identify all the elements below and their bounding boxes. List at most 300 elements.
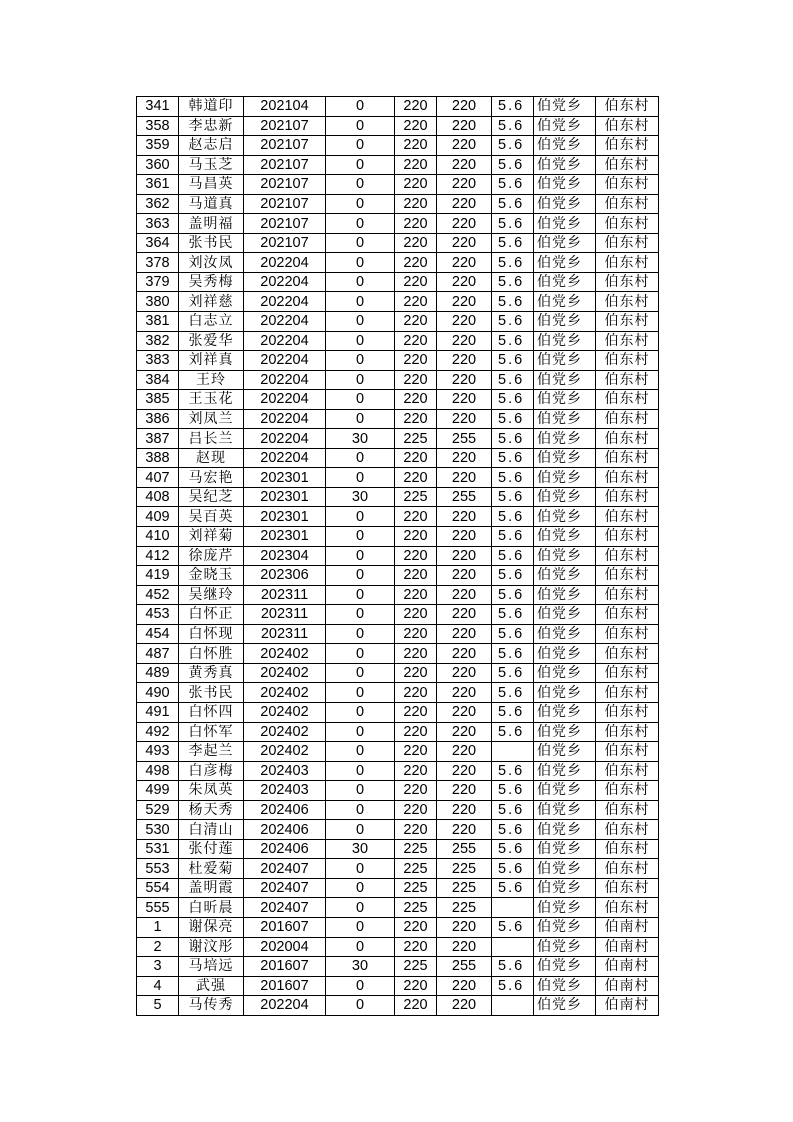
cell-serial-number: 363	[137, 214, 179, 234]
cell-name: 吴纪芝	[179, 487, 244, 507]
cell-amount-total: 220	[437, 722, 492, 742]
cell-name: 杨天秀	[179, 800, 244, 820]
cell-amount-b: 220	[395, 116, 437, 136]
table-row	[137, 976, 659, 996]
cell-township: 伯党乡	[534, 448, 596, 468]
cell-village: 伯东村	[596, 390, 659, 410]
cell-name: 赵现	[179, 448, 244, 468]
cell-township: 伯党乡	[534, 527, 596, 547]
cell-village: 伯东村	[596, 820, 659, 840]
cell-amount-a: 0	[326, 116, 395, 136]
cell-year-month: 202104	[244, 97, 326, 117]
cell-village: 伯东村	[596, 116, 659, 136]
cell-rate: 5.6	[492, 253, 534, 273]
cell-amount-b: 220	[395, 702, 437, 722]
cell-year-month: 202311	[244, 605, 326, 625]
cell-amount-a: 30	[326, 429, 395, 449]
cell-serial-number: 4	[137, 976, 179, 996]
cell-amount-b: 225	[395, 839, 437, 859]
cell-rate: 5.6	[492, 175, 534, 195]
cell-serial-number: 359	[137, 136, 179, 156]
cell-amount-total: 220	[437, 781, 492, 801]
cell-rate: 5.6	[492, 233, 534, 253]
cell-amount-total: 220	[437, 331, 492, 351]
cell-amount-b: 220	[395, 507, 437, 527]
cell-rate	[492, 742, 534, 762]
cell-name: 武强	[179, 976, 244, 996]
cell-amount-b: 220	[395, 976, 437, 996]
cell-year-month: 202406	[244, 839, 326, 859]
cell-serial-number: 553	[137, 859, 179, 879]
cell-year-month: 202204	[244, 390, 326, 410]
cell-serial-number: 364	[137, 233, 179, 253]
cell-township: 伯党乡	[534, 468, 596, 488]
cell-amount-b: 220	[395, 781, 437, 801]
cell-amount-b: 220	[395, 820, 437, 840]
data-table	[136, 96, 659, 1016]
cell-village: 伯东村	[596, 253, 659, 273]
table-row	[137, 878, 659, 898]
cell-amount-b: 220	[395, 527, 437, 547]
cell-amount-total: 220	[437, 155, 492, 175]
cell-amount-a: 0	[326, 898, 395, 918]
table-row	[137, 175, 659, 195]
cell-amount-a: 0	[326, 97, 395, 117]
table-row	[137, 331, 659, 351]
cell-year-month: 202402	[244, 702, 326, 722]
table-row	[137, 487, 659, 507]
table-row	[137, 370, 659, 390]
cell-name: 张书民	[179, 233, 244, 253]
cell-amount-total: 220	[437, 233, 492, 253]
table-row	[137, 527, 659, 547]
cell-year-month: 202107	[244, 175, 326, 195]
cell-township: 伯党乡	[534, 859, 596, 879]
cell-amount-total: 220	[437, 917, 492, 937]
cell-amount-total: 225	[437, 878, 492, 898]
cell-amount-total: 220	[437, 390, 492, 410]
cell-amount-b: 220	[395, 468, 437, 488]
cell-township: 伯党乡	[534, 155, 596, 175]
cell-name: 白怀军	[179, 722, 244, 742]
cell-year-month: 202301	[244, 527, 326, 547]
cell-name: 盖明霞	[179, 878, 244, 898]
cell-township: 伯党乡	[534, 233, 596, 253]
cell-amount-b: 220	[395, 996, 437, 1016]
cell-serial-number: 499	[137, 781, 179, 801]
cell-rate: 5.6	[492, 722, 534, 742]
cell-name: 朱凤英	[179, 781, 244, 801]
cell-name: 白清山	[179, 820, 244, 840]
cell-serial-number: 388	[137, 448, 179, 468]
cell-serial-number: 498	[137, 761, 179, 781]
table-row	[137, 136, 659, 156]
cell-name: 刘凤兰	[179, 409, 244, 429]
cell-rate: 5.6	[492, 976, 534, 996]
table-row	[137, 624, 659, 644]
cell-year-month: 202311	[244, 585, 326, 605]
cell-amount-b: 220	[395, 214, 437, 234]
cell-township: 伯党乡	[534, 272, 596, 292]
table-row	[137, 585, 659, 605]
cell-name: 徐庞芹	[179, 546, 244, 566]
cell-serial-number: 555	[137, 898, 179, 918]
cell-year-month: 202402	[244, 644, 326, 664]
cell-village: 伯南村	[596, 917, 659, 937]
cell-year-month: 202004	[244, 937, 326, 957]
cell-township: 伯党乡	[534, 546, 596, 566]
cell-village: 伯东村	[596, 507, 659, 527]
cell-township: 伯党乡	[534, 175, 596, 195]
cell-year-month: 202301	[244, 487, 326, 507]
cell-village: 伯东村	[596, 233, 659, 253]
cell-township: 伯党乡	[534, 292, 596, 312]
cell-name: 白彦梅	[179, 761, 244, 781]
cell-name: 黄秀真	[179, 663, 244, 683]
cell-amount-a: 0	[326, 331, 395, 351]
cell-rate: 5.6	[492, 194, 534, 214]
cell-township: 伯党乡	[534, 644, 596, 664]
cell-amount-b: 220	[395, 585, 437, 605]
cell-serial-number: 382	[137, 331, 179, 351]
cell-amount-b: 225	[395, 429, 437, 449]
cell-year-month: 202107	[244, 194, 326, 214]
cell-serial-number: 341	[137, 97, 179, 117]
cell-amount-b: 220	[395, 351, 437, 371]
cell-amount-total: 220	[437, 527, 492, 547]
cell-township: 伯党乡	[534, 996, 596, 1016]
table-row	[137, 605, 659, 625]
cell-amount-b: 220	[395, 370, 437, 390]
table-row	[137, 97, 659, 117]
cell-amount-b: 220	[395, 331, 437, 351]
cell-name: 马传秀	[179, 996, 244, 1016]
cell-rate: 5.6	[492, 331, 534, 351]
cell-township: 伯党乡	[534, 722, 596, 742]
cell-township: 伯党乡	[534, 370, 596, 390]
cell-amount-a: 0	[326, 175, 395, 195]
cell-village: 伯东村	[596, 272, 659, 292]
cell-village: 伯东村	[596, 839, 659, 859]
cell-serial-number: 419	[137, 566, 179, 586]
cell-rate: 5.6	[492, 507, 534, 527]
cell-serial-number: 452	[137, 585, 179, 605]
cell-name: 白怀四	[179, 702, 244, 722]
cell-name: 马玉芝	[179, 155, 244, 175]
cell-amount-total: 220	[437, 546, 492, 566]
cell-amount-b: 220	[395, 663, 437, 683]
cell-amount-total: 220	[437, 761, 492, 781]
cell-year-month: 202204	[244, 351, 326, 371]
cell-name: 王玲	[179, 370, 244, 390]
cell-year-month: 202407	[244, 859, 326, 879]
cell-rate: 5.6	[492, 468, 534, 488]
cell-amount-total: 220	[437, 312, 492, 332]
cell-amount-a: 0	[326, 507, 395, 527]
cell-amount-a: 0	[326, 663, 395, 683]
table-row	[137, 429, 659, 449]
cell-serial-number: 407	[137, 468, 179, 488]
cell-rate: 5.6	[492, 390, 534, 410]
cell-amount-a: 0	[326, 996, 395, 1016]
cell-amount-a: 30	[326, 839, 395, 859]
cell-village: 伯东村	[596, 644, 659, 664]
cell-amount-a: 0	[326, 566, 395, 586]
cell-name: 刘祥菊	[179, 527, 244, 547]
cell-village: 伯东村	[596, 546, 659, 566]
cell-township: 伯党乡	[534, 566, 596, 586]
cell-amount-a: 0	[326, 859, 395, 879]
cell-rate: 5.6	[492, 839, 534, 859]
cell-year-month: 202204	[244, 331, 326, 351]
cell-serial-number: 361	[137, 175, 179, 195]
cell-year-month: 202403	[244, 781, 326, 801]
cell-name: 白怀胜	[179, 644, 244, 664]
cell-name: 白怀现	[179, 624, 244, 644]
cell-serial-number: 3	[137, 957, 179, 977]
cell-township: 伯党乡	[534, 742, 596, 762]
cell-township: 伯党乡	[534, 409, 596, 429]
cell-township: 伯党乡	[534, 214, 596, 234]
table-row	[137, 839, 659, 859]
cell-village: 伯东村	[596, 781, 659, 801]
cell-amount-a: 0	[326, 585, 395, 605]
cell-amount-b: 220	[395, 917, 437, 937]
cell-rate: 5.6	[492, 351, 534, 371]
cell-amount-a: 0	[326, 761, 395, 781]
cell-amount-b: 225	[395, 878, 437, 898]
cell-rate: 5.6	[492, 312, 534, 332]
cell-village: 伯东村	[596, 370, 659, 390]
cell-rate: 5.6	[492, 800, 534, 820]
cell-township: 伯党乡	[534, 331, 596, 351]
cell-amount-total: 220	[437, 292, 492, 312]
cell-amount-total: 220	[437, 351, 492, 371]
cell-amount-total: 220	[437, 566, 492, 586]
cell-amount-b: 220	[395, 605, 437, 625]
cell-name: 赵志启	[179, 136, 244, 156]
cell-serial-number: 384	[137, 370, 179, 390]
cell-year-month: 202107	[244, 214, 326, 234]
cell-village: 伯南村	[596, 957, 659, 977]
cell-rate: 5.6	[492, 663, 534, 683]
cell-serial-number: 358	[137, 116, 179, 136]
cell-name: 吴秀梅	[179, 272, 244, 292]
cell-serial-number: 360	[137, 155, 179, 175]
cell-village: 伯东村	[596, 605, 659, 625]
cell-amount-b: 220	[395, 546, 437, 566]
cell-amount-total: 220	[437, 507, 492, 527]
cell-rate: 5.6	[492, 781, 534, 801]
cell-village: 伯东村	[596, 292, 659, 312]
cell-year-month: 202301	[244, 468, 326, 488]
cell-village: 伯东村	[596, 331, 659, 351]
cell-township: 伯党乡	[534, 429, 596, 449]
cell-amount-b: 220	[395, 292, 437, 312]
cell-amount-b: 225	[395, 859, 437, 879]
cell-village: 伯东村	[596, 136, 659, 156]
cell-serial-number: 1	[137, 917, 179, 937]
cell-township: 伯党乡	[534, 312, 596, 332]
cell-rate: 5.6	[492, 957, 534, 977]
table-row	[137, 448, 659, 468]
table-row	[137, 409, 659, 429]
cell-township: 伯党乡	[534, 507, 596, 527]
cell-amount-a: 0	[326, 448, 395, 468]
cell-amount-a: 0	[326, 468, 395, 488]
cell-amount-a: 0	[326, 214, 395, 234]
cell-amount-b: 220	[395, 722, 437, 742]
cell-township: 伯党乡	[534, 781, 596, 801]
cell-name: 马宏艳	[179, 468, 244, 488]
cell-rate: 5.6	[492, 878, 534, 898]
cell-amount-total: 220	[437, 116, 492, 136]
cell-amount-b: 220	[395, 312, 437, 332]
cell-year-month: 201607	[244, 976, 326, 996]
cell-amount-a: 0	[326, 781, 395, 801]
cell-village: 伯东村	[596, 409, 659, 429]
cell-township: 伯党乡	[534, 702, 596, 722]
cell-amount-b: 220	[395, 175, 437, 195]
cell-amount-b: 220	[395, 448, 437, 468]
cell-amount-a: 0	[326, 409, 395, 429]
cell-village: 伯东村	[596, 97, 659, 117]
cell-amount-a: 0	[326, 917, 395, 937]
cell-village: 伯南村	[596, 937, 659, 957]
cell-serial-number: 385	[137, 390, 179, 410]
cell-village: 伯东村	[596, 702, 659, 722]
cell-amount-total: 255	[437, 957, 492, 977]
cell-amount-b: 220	[395, 155, 437, 175]
cell-serial-number: 454	[137, 624, 179, 644]
cell-amount-total: 225	[437, 859, 492, 879]
cell-amount-total: 225	[437, 898, 492, 918]
table-row	[137, 898, 659, 918]
cell-amount-total: 220	[437, 468, 492, 488]
cell-amount-total: 220	[437, 937, 492, 957]
cell-rate: 5.6	[492, 292, 534, 312]
cell-year-month: 201607	[244, 917, 326, 937]
table-row	[137, 272, 659, 292]
cell-amount-total: 220	[437, 175, 492, 195]
cell-township: 伯党乡	[534, 585, 596, 605]
cell-township: 伯党乡	[534, 605, 596, 625]
cell-name: 刘祥慈	[179, 292, 244, 312]
table-row	[137, 800, 659, 820]
cell-name: 盖明福	[179, 214, 244, 234]
table-row	[137, 390, 659, 410]
cell-serial-number: 453	[137, 605, 179, 625]
cell-amount-a: 0	[326, 976, 395, 996]
cell-amount-total: 220	[437, 800, 492, 820]
cell-year-month: 202204	[244, 429, 326, 449]
cell-township: 伯党乡	[534, 917, 596, 937]
cell-name: 白昕晨	[179, 898, 244, 918]
cell-name: 张书民	[179, 683, 244, 703]
cell-village: 伯东村	[596, 194, 659, 214]
cell-rate: 5.6	[492, 370, 534, 390]
cell-amount-a: 0	[326, 527, 395, 547]
cell-serial-number: 409	[137, 507, 179, 527]
cell-rate: 5.6	[492, 683, 534, 703]
cell-name: 吴百英	[179, 507, 244, 527]
cell-village: 伯东村	[596, 468, 659, 488]
cell-name: 马道真	[179, 194, 244, 214]
cell-amount-total: 220	[437, 272, 492, 292]
table-row	[137, 781, 659, 801]
cell-amount-total: 220	[437, 448, 492, 468]
cell-amount-a: 0	[326, 312, 395, 332]
cell-township: 伯党乡	[534, 898, 596, 918]
cell-serial-number: 489	[137, 663, 179, 683]
cell-rate: 5.6	[492, 136, 534, 156]
cell-serial-number: 2	[137, 937, 179, 957]
cell-amount-total: 220	[437, 97, 492, 117]
cell-amount-a: 0	[326, 194, 395, 214]
cell-village: 伯东村	[596, 487, 659, 507]
table-row	[137, 820, 659, 840]
cell-year-month: 202204	[244, 370, 326, 390]
cell-township: 伯党乡	[534, 878, 596, 898]
cell-amount-a: 0	[326, 233, 395, 253]
cell-serial-number: 408	[137, 487, 179, 507]
cell-rate	[492, 898, 534, 918]
cell-year-month: 202204	[244, 312, 326, 332]
table-row	[137, 233, 659, 253]
cell-amount-b: 225	[395, 898, 437, 918]
cell-amount-a: 0	[326, 253, 395, 273]
table-row	[137, 214, 659, 234]
cell-serial-number: 379	[137, 272, 179, 292]
table-row	[137, 468, 659, 488]
cell-village: 伯东村	[596, 624, 659, 644]
cell-amount-a: 0	[326, 155, 395, 175]
cell-amount-b: 220	[395, 136, 437, 156]
cell-amount-total: 220	[437, 996, 492, 1016]
cell-village: 伯东村	[596, 722, 659, 742]
table-row	[137, 663, 659, 683]
cell-township: 伯党乡	[534, 136, 596, 156]
cell-name: 谢保亮	[179, 917, 244, 937]
cell-amount-a: 0	[326, 878, 395, 898]
cell-year-month: 202402	[244, 722, 326, 742]
cell-township: 伯党乡	[534, 957, 596, 977]
cell-serial-number: 412	[137, 546, 179, 566]
cell-year-month: 202107	[244, 155, 326, 175]
cell-rate: 5.6	[492, 820, 534, 840]
cell-rate: 5.6	[492, 605, 534, 625]
cell-amount-b: 225	[395, 487, 437, 507]
table-row	[137, 546, 659, 566]
cell-amount-a: 0	[326, 683, 395, 703]
cell-rate: 5.6	[492, 585, 534, 605]
cell-serial-number: 380	[137, 292, 179, 312]
cell-amount-total: 220	[437, 663, 492, 683]
table-row	[137, 292, 659, 312]
cell-year-month: 202107	[244, 116, 326, 136]
cell-year-month: 202402	[244, 663, 326, 683]
cell-amount-total: 220	[437, 253, 492, 273]
cell-rate: 5.6	[492, 546, 534, 566]
cell-year-month: 202204	[244, 292, 326, 312]
cell-rate	[492, 937, 534, 957]
cell-township: 伯党乡	[534, 683, 596, 703]
cell-township: 伯党乡	[534, 976, 596, 996]
cell-name: 马昌英	[179, 175, 244, 195]
cell-township: 伯党乡	[534, 937, 596, 957]
cell-year-month: 202406	[244, 800, 326, 820]
table-body	[137, 97, 659, 1016]
